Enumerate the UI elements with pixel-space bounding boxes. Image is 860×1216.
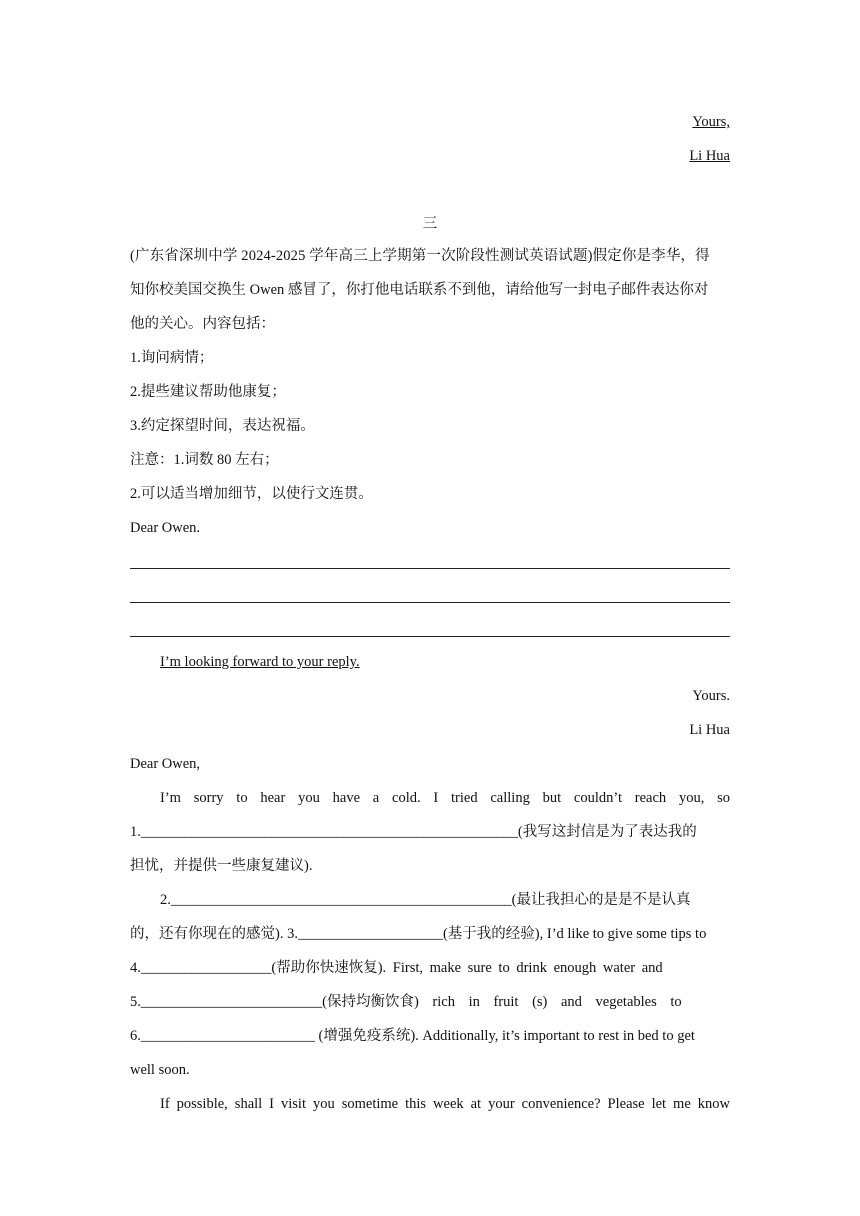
sample-p1-line-2: 1.____________________________________________________(我写这封信是为了表达我的 — [130, 824, 697, 840]
sample-p2-line-6: well soon. — [130, 1062, 190, 1078]
writing-line-3 — [130, 636, 730, 637]
section-number: 三 — [422, 216, 438, 232]
blank-2: _______________________________________________ — [170, 892, 512, 908]
sample-p2-line-2: 的，还有你现在的感觉). 3.____________________(基于我的经验), I’d like to give some tips to — [130, 926, 707, 942]
prompt-item-2: 2.提些建议帮助他康复； — [130, 384, 286, 400]
blank-4: __________________ — [140, 960, 272, 976]
sample-p1-line-3: 担忧，并提供一些康复建议). — [130, 858, 313, 874]
blank-3: ____________________ — [297, 926, 443, 942]
writing-line-1 — [130, 568, 730, 569]
blank-1: ____________________________________________________ — [140, 824, 518, 840]
sample-p2-line-4: 5._________________________(保持均衡饮食) rich in fruit (s) and vegetables to — [130, 994, 682, 1010]
sample-p2-line-1: 2._______________________________________________(最让我担心的是是不是认真 — [160, 892, 691, 908]
template-closing-line: I’m looking forward to your reply. — [160, 654, 360, 670]
closing-name-top: Li Hua — [689, 148, 730, 164]
writing-line-2 — [130, 602, 730, 603]
blank-5: _________________________ — [140, 994, 323, 1010]
sample-p2-line-5: 6.________________________ (增强免疫系统). Additionally, it’s important to rest in bed to get — [130, 1028, 695, 1044]
closing-yours-top: Yours, — [692, 114, 730, 130]
template-name: Li Hua — [689, 722, 730, 738]
prompt-item-1: 1.询问病情； — [130, 350, 214, 366]
prompt-line-2: 知你校美国交换生 Owen 感冒了，你打他电话联系不到他，请给他写一封电子邮件表达你对 — [130, 282, 709, 298]
prompt-line-3: 他的关心。内容包括： — [130, 316, 275, 332]
blank-6: ________________________ — [140, 1028, 315, 1044]
template-greeting: Dear Owen. — [130, 520, 201, 536]
sample-greeting: Dear Owen, — [130, 756, 201, 772]
prompt-note-2: 2.可以适当增加细节，以使行文连贯。 — [130, 486, 373, 502]
sample-p3-line-1: If possible, shall I visit you sometime this week at your convenience? Please let me know — [160, 1096, 730, 1112]
prompt-line-1: (广东省深圳中学 2024-2025 学年高三上学期第一次阶段性测试英语试题)假定你是李华，得 — [130, 248, 710, 264]
prompt-item-3: 3.约定探望时间，表达祝福。 — [130, 418, 315, 434]
sample-p1-line-1: I’m sorry to hear you have a cold. I tried calling but couldn’t reach you, so — [160, 790, 730, 806]
sample-p2-line-3: 4.__________________(帮助你快速恢复). First, make sure to drink enough water and — [130, 960, 663, 976]
template-yours: Yours. — [692, 688, 730, 704]
prompt-note-1: 注意：1.词数 80 左右； — [130, 452, 279, 468]
